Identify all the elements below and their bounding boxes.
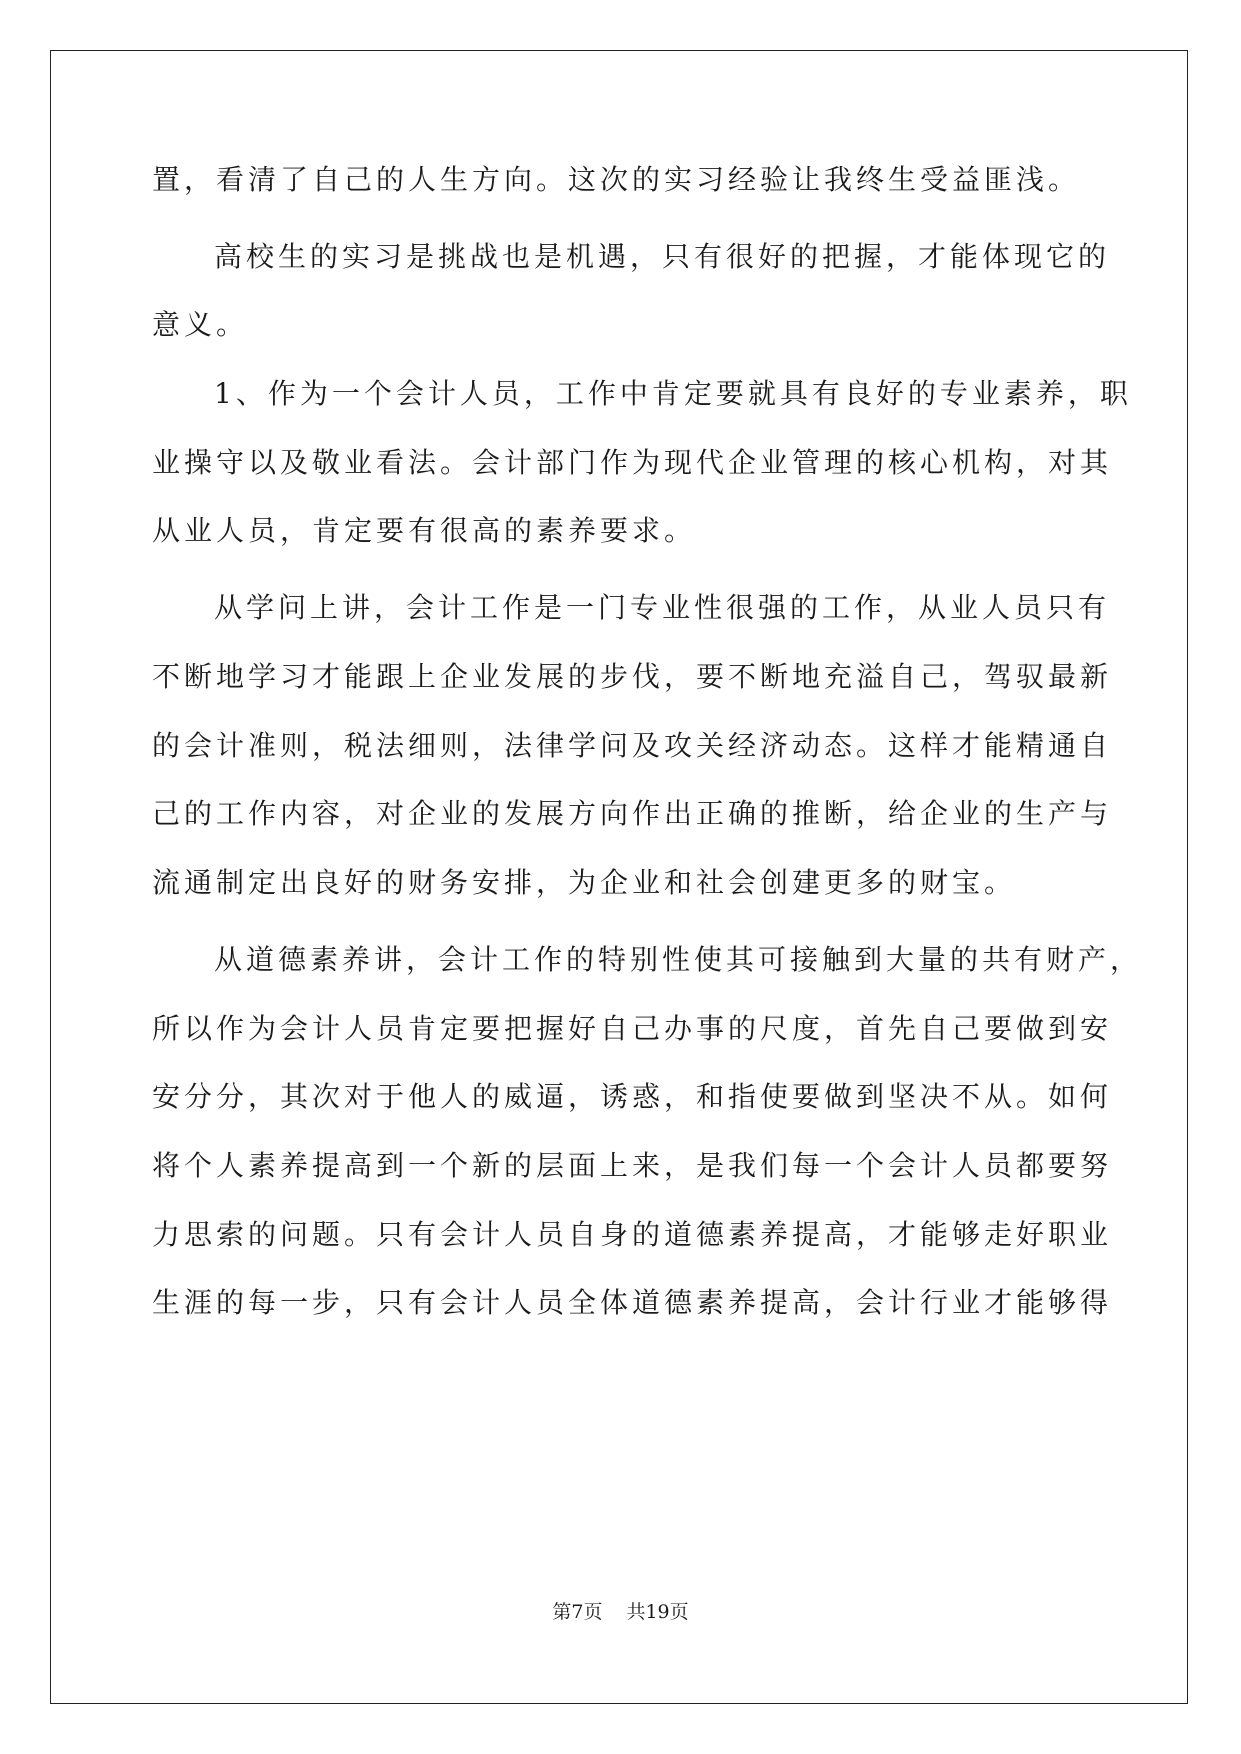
page-total: 共19页 <box>626 1601 689 1623</box>
text-line: 业操守以及敬业看法。会计部门作为现代企业管理的核心机构，对其 <box>152 446 1113 479</box>
text-line: 所以作为会计人员肯定要把握好自己办事的尺度，首先自己要做到安 <box>152 1012 1113 1045</box>
text-line: 生涯的每一步，只有会计人员全体道德素养提高，会计行业才能够得 <box>152 1286 1113 1319</box>
text-line: 安分分，其次对于他人的威逼，诱惑，和指使要做到坚决不从。如何 <box>152 1080 1113 1113</box>
page-footer <box>0 1600 1241 1624</box>
text-line: 的会计准则，税法细则，法律学问及攻关经济动态。这样才能精通自 <box>152 729 1113 762</box>
text-line: 己的工作内容，对企业的发展方向作出正确的推断，给企业的生产与 <box>152 797 1113 830</box>
text-line: 从道德素养讲，会计工作的特别性使其可接触到大量的共有财产， <box>214 943 1143 976</box>
text-line: 高校生的实习是挑战也是机遇，只有很好的把握，才能体现它的 <box>214 240 1111 273</box>
text-line: 流通制定出良好的财务安排，为企业和社会创建更多的财宝。 <box>152 866 1017 899</box>
text-line: 意义。 <box>152 308 249 341</box>
text-line: 不断地学习才能跟上企业发展的步伐，要不断地充溢自己，驾驭最新 <box>152 660 1113 693</box>
text-line: 从学问上讲，会计工作是一门专业性很强的工作，从业人员只有 <box>214 591 1111 624</box>
text-line: 从业人员，肯定要有很高的素养要求。 <box>152 514 697 547</box>
text-line: 置，看清了自己的人生方向。这次的实习经验让我终生受益匪浅。 <box>152 163 1081 196</box>
text-line: 1、作为一个会计人员，工作中肯定要就具有良好的专业素养，职 <box>214 377 1132 410</box>
text-line: 将个人素养提高到一个新的层面上来，是我们每一个会计人员都要努 <box>152 1149 1113 1182</box>
page-number: 第7页 <box>552 1601 603 1623</box>
text-line: 力思索的问题。只有会计人员自身的道德素养提高，才能够走好职业 <box>152 1218 1113 1251</box>
